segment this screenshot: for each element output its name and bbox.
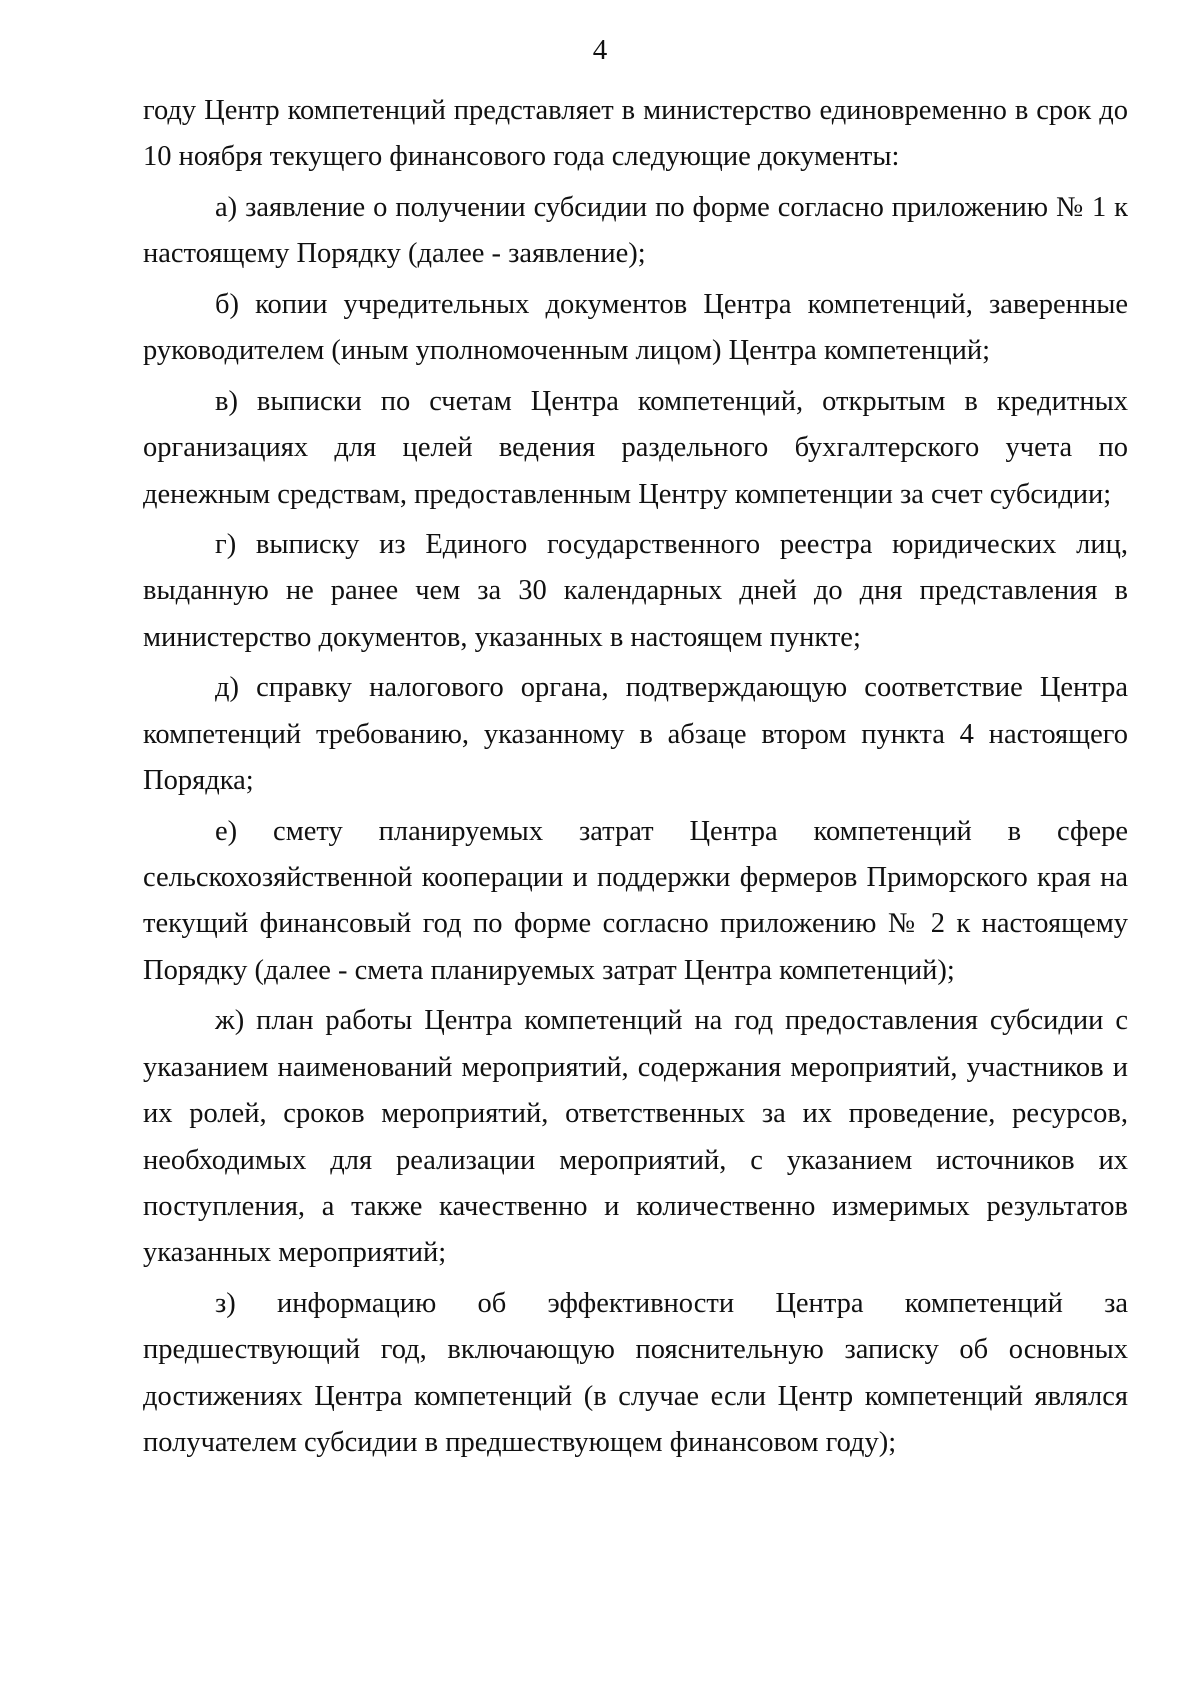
paragraph-item-g: г) выписку из Единого государственного реестра юридических лиц, выданную не ранее чем за 30 календарных дней до дня представления в министерство документов, указанных в настоящем пункте;: [143, 529, 1128, 653]
document-body: [143, 88, 1128, 1471]
paragraph-item-b: б) копии учредительных документов Центра компетенций, заверенные руководителем (иным уполномоченным лицом) Центра компетенций;: [143, 288, 1128, 367]
paragraph-item-d: д) справку налогового органа, подтверждающую соответствие Центра компетенций требованию, указанному в абзаце втором пункта 4 настоящего Порядка;: [143, 672, 1128, 797]
paragraph-item-z: з) информацию об эффективности Центра компетенций за предшествующий год, включающую пояснительную записку об основных достижениях Центра компетенций (в случае если Центр компетенций являлся получателем субсидии в предшествующем финансовом году);: [143, 1287, 1128, 1459]
paragraph-continuation: году Центр компетенций представляет в министерство единовременно в срок до 10 ноября текущего финансового года следующие документы:: [143, 95, 1128, 173]
paragraph-item-zh: ж) план работы Центра компетенций на год предоставления субсидии с указанием наименований мероприятий, содержания мероприятий, участников и их ролей, сроков мероприятий, ответственных за их проведение, ресурсов, необходимых для реализации мероприятий, с указанием источников их поступления, а также качественно и количественно измеримых результатов указанных мероприятий;: [143, 1005, 1128, 1269]
paragraph-item-a: а) заявление о получении субсидии по форме согласно приложению № 1 к настоящему Порядку (далее - заявление);: [143, 191, 1128, 270]
page-number: 4: [592, 34, 608, 66]
paragraph-item-v: в) выписки по счетам Центра компетенций, открытым в кредитных организациях для целей ведения раздельного бухгалтерского учета по денежным средствам, предоставленным Центру компетенции за счет субсидии;: [143, 385, 1128, 510]
paragraph-item-e: е) смету планируемых затрат Центра компетенций в сфере сельскохозяйственной кооперации и поддержки фермеров Приморского края на текущий финансовый год по форме согласно приложению № 2 к настоящему Порядку (далее - смета планируемых затрат Центра компетенций);: [143, 815, 1128, 986]
